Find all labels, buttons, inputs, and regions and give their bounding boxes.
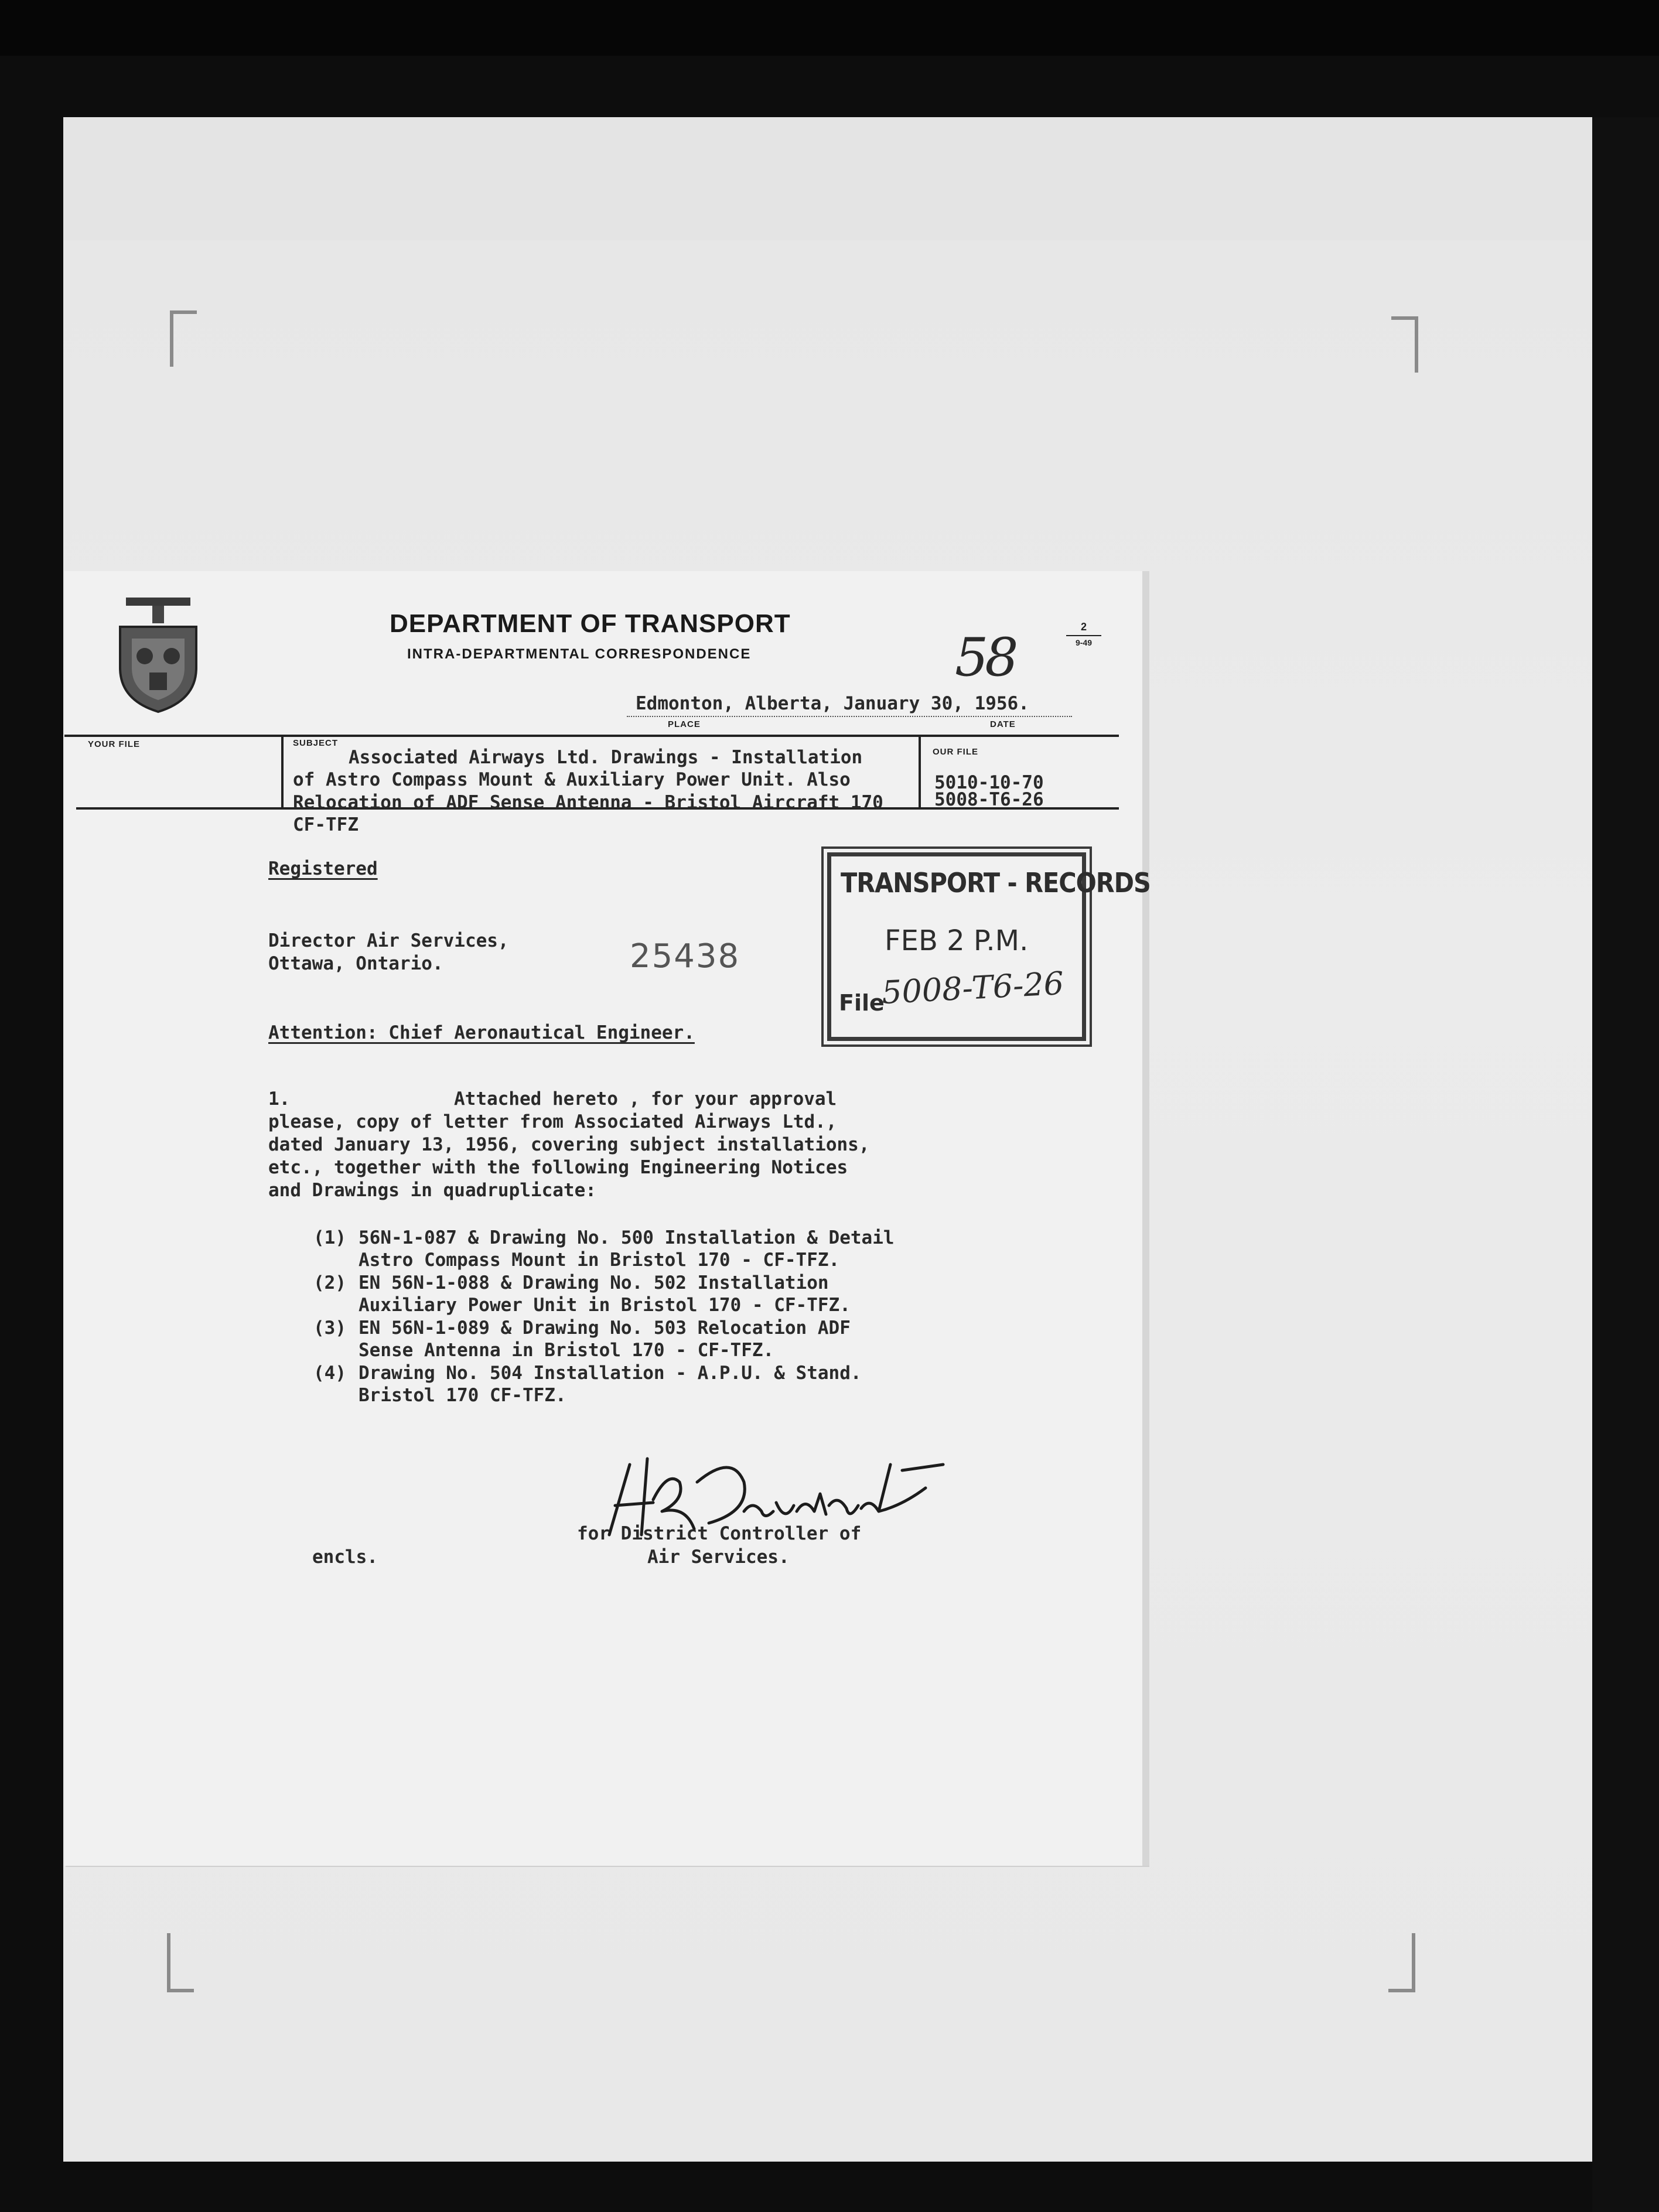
paragraph-line-2: please, copy of letter from Associated Airways Ltd.,	[268, 1111, 837, 1132]
paragraph-number: 1.	[268, 1088, 291, 1110]
coat-of-arms-icon	[108, 598, 208, 715]
stamp-date: FEB 2 P.M.	[885, 924, 1029, 957]
item-1-number: (1)	[313, 1227, 346, 1248]
header-divider-left	[281, 735, 284, 810]
received-number: 25438	[630, 937, 740, 975]
place-date-dotline	[627, 716, 1072, 717]
item-1-line-2: Astro Compass Mount in Bristol 170 - CF-TFZ.	[359, 1250, 840, 1271]
item-3-line-2: Sense Antenna in Bristol 170 - CF-TFZ.	[359, 1340, 774, 1361]
place-date: Edmonton, Alberta, January 30, 1956.	[636, 693, 1029, 714]
item-1-line-1: 56N-1-087 & Drawing No. 500 Installation & Detail	[359, 1227, 895, 1248]
backing-sheet-top-fold	[63, 117, 1592, 240]
form-code-divider	[1066, 635, 1101, 636]
item-2-number: (2)	[313, 1272, 346, 1293]
subject-line-4: CF-TFZ	[293, 814, 359, 835]
header-top-rule	[64, 735, 1119, 737]
subject-line-3: Relocation of ADF Sense Antenna - Bristol Aircraft 170	[293, 792, 883, 813]
attention-line: Attention: Chief Aeronautical Engineer.	[268, 1022, 695, 1043]
stamp-file-number-handwritten: 5008-T6-26	[880, 964, 1065, 1012]
subject-line-2: of Astro Compass Mount & Auxiliary Power Unit. Also	[293, 769, 851, 790]
crop-mark-top-right	[1391, 316, 1418, 373]
handwritten-folio-number: 58	[955, 627, 1015, 688]
stamp-file-label: File	[839, 990, 885, 1016]
our-file-number-1: 5010-10-70	[934, 772, 1044, 793]
header-divider-right	[919, 735, 921, 810]
scan-right-border	[1592, 117, 1659, 2212]
correspondence-subtitle: INTRA-DEPARTMENTAL CORRESPONDENCE	[407, 646, 752, 662]
paragraph-line-1: Attached hereto , for your approval	[454, 1088, 837, 1110]
paragraph-line-3: dated January 13, 1956, covering subject installations,	[268, 1134, 870, 1155]
our-file-number-2: 5008-T6-26	[934, 789, 1044, 810]
item-2-line-1: EN 56N-1-088 & Drawing No. 502 Installation	[359, 1272, 829, 1293]
date-label: DATE	[990, 719, 1016, 729]
item-2-line-2: Auxiliary Power Unit in Bristol 170 - CF-TFZ.	[359, 1295, 851, 1316]
addressee-line-1: Director Air Services,	[268, 930, 509, 951]
signoff-line-2: Air Services.	[647, 1547, 790, 1568]
place-label: PLACE	[668, 719, 701, 729]
our-file-label: OUR FILE	[933, 747, 978, 757]
stamp-title: TRANSPORT - RECORDS	[841, 867, 1151, 899]
crop-mark-top-left	[170, 310, 197, 367]
subject-label: SUBJECT	[293, 738, 339, 748]
scan-top-border	[0, 0, 1659, 56]
item-4-line-2: Bristol 170 CF-TFZ.	[359, 1385, 566, 1406]
addressee-line-2: Ottawa, Ontario.	[268, 953, 443, 974]
enclosures-label: encls.	[312, 1547, 378, 1568]
memo-sheet-edge	[1142, 571, 1149, 1866]
item-4-number: (4)	[313, 1363, 346, 1384]
item-4-line-1: Drawing No. 504 Installation - A.P.U. & Stand.	[359, 1363, 862, 1384]
paragraph-line-4: etc., together with the following Engineering Notices	[268, 1157, 848, 1178]
signoff-line-1: for District Controller of	[577, 1523, 862, 1544]
paragraph-line-5: and Drawings in quadruplicate:	[268, 1180, 596, 1201]
your-file-label: YOUR FILE	[88, 739, 141, 749]
department-title: DEPARTMENT OF TRANSPORT	[390, 609, 791, 638]
item-3-number: (3)	[313, 1317, 346, 1339]
form-number: 2	[1080, 621, 1087, 633]
item-3-line-1: EN 56N-1-089 & Drawing No. 503 Relocation ADF	[359, 1317, 851, 1339]
form-date: 9-49	[1075, 638, 1093, 647]
registered-label: Registered	[268, 858, 378, 879]
form-code	[1066, 621, 1101, 647]
subject-line-1: Associated Airways Ltd. Drawings - Installation	[349, 747, 863, 768]
crop-mark-bottom-left	[167, 1933, 194, 1992]
crop-mark-bottom-right	[1388, 1933, 1415, 1992]
